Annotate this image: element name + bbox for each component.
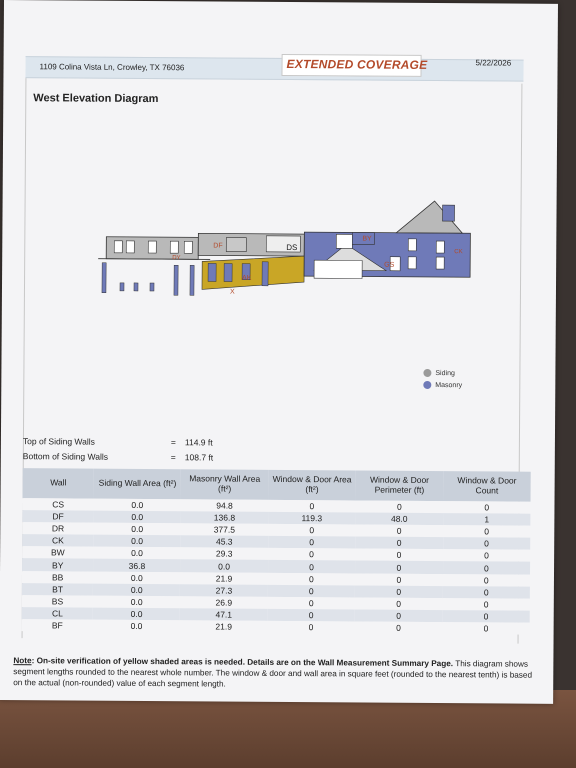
column-header: Window & Door Area (ft²)	[268, 470, 356, 501]
legend-label: Siding	[435, 369, 455, 377]
table-cell: 1	[443, 513, 530, 526]
table-cell: 0	[355, 609, 443, 622]
table-cell: DR	[22, 522, 93, 535]
table-cell: 119.3	[268, 512, 355, 525]
table-cell: 0	[355, 537, 443, 550]
table-cell: 0.0	[94, 499, 181, 512]
table-cell: 0.0	[180, 560, 267, 573]
table-cell: 0.0	[93, 571, 180, 584]
table-cell: BW	[22, 547, 93, 560]
table-cell: 0.0	[94, 535, 181, 548]
table-cell: 0	[355, 500, 443, 513]
label-ds: DS	[286, 242, 298, 253]
note-text: This diagram shows segment lengths rounded to the nearest whole number. The window & door and wall area in square feet (rounded to the nearest tenth) is based on the actual (non-rounded) value of each segment length.	[13, 659, 533, 689]
table-cell: 0	[267, 609, 354, 622]
measurement-equals: =	[170, 452, 176, 463]
table-cell: 0	[268, 500, 355, 513]
post	[134, 283, 138, 291]
table-cell: 0	[355, 561, 443, 574]
label-ak: AK	[242, 274, 252, 282]
table-cell: 0	[355, 573, 443, 586]
table-cell: 48.0	[355, 513, 443, 526]
table-cell: 0.0	[94, 523, 181, 536]
measurement-label: Bottom of Siding Walls	[22, 451, 109, 462]
table-cell: 47.1	[180, 608, 267, 621]
table-cell: 0	[355, 585, 443, 598]
table-cell: 0	[268, 585, 355, 598]
table-cell: BT	[22, 583, 93, 596]
table-cell: 21.9	[180, 572, 267, 585]
legend-masonry	[423, 381, 462, 389]
measurement-label: Top of Siding Walls	[22, 436, 95, 447]
column-header: Window & Door Perimeter (ft)	[356, 470, 444, 501]
table-cell: 0	[268, 536, 355, 549]
post	[102, 263, 106, 293]
table-header-row	[23, 468, 531, 502]
window	[184, 241, 192, 253]
table-cell: BY	[22, 559, 93, 572]
table-cell: 0	[442, 598, 529, 611]
measurement-value: 114.9 ft	[184, 437, 213, 448]
table-cell: 94.8	[181, 499, 268, 512]
note-label: Note	[13, 656, 32, 666]
footnote	[13, 655, 535, 692]
table-cell: DF	[22, 510, 93, 523]
table-cell: 0.0	[93, 595, 180, 608]
label-x: X	[229, 288, 235, 296]
table-cell: 0	[268, 548, 355, 561]
column-header: Window & Door Count	[443, 471, 531, 502]
table-cell: 0.0	[93, 607, 180, 620]
legend-siding	[423, 369, 455, 377]
table-cell: 0	[443, 549, 530, 562]
table-cell: 0	[355, 621, 443, 634]
table-cell: CK	[22, 534, 93, 547]
measurement-equals: =	[170, 437, 176, 448]
window	[126, 241, 134, 253]
table-cell: 0.0	[94, 511, 181, 524]
table-cell: 26.9	[180, 596, 267, 609]
table-cell: 0	[268, 524, 355, 537]
label-df: DF	[213, 242, 223, 250]
table-cell: 0	[268, 597, 355, 610]
table-cell: BB	[22, 571, 93, 584]
table-cell: BF	[22, 619, 93, 632]
table-cell: 0	[443, 562, 530, 575]
table-cell: 136.8	[181, 511, 268, 524]
elevation-diagram	[90, 189, 473, 312]
window	[148, 241, 156, 253]
post	[150, 283, 154, 291]
table-cell: 0	[443, 525, 530, 538]
post	[190, 265, 194, 295]
table-cell: 0	[443, 501, 530, 514]
label-ck: CK	[454, 249, 463, 256]
table-cell: BS	[22, 595, 93, 608]
table-row	[22, 619, 530, 635]
table-cell: 0	[443, 537, 530, 550]
column-header: Wall	[23, 468, 95, 498]
column-header: Masonry Wall Area (ft²)	[181, 469, 269, 500]
yellow-shaded-area	[202, 255, 304, 290]
masonry-swatch-icon	[423, 381, 431, 389]
table-cell: 21.9	[180, 620, 267, 633]
table-cell: 0	[267, 621, 354, 634]
table-cell: 0	[443, 574, 530, 587]
table-cell: 36.8	[93, 559, 180, 572]
table-cell: 0	[355, 525, 443, 538]
column-header: Siding Wall Area (ft²)	[94, 469, 181, 500]
table-cell: 0	[268, 560, 355, 573]
note-bold-text: : On-site verification of yellow shaded areas is needed. Details are on the Wall Measurement Summary Page.	[31, 656, 454, 669]
table-cell: 27.3	[180, 584, 267, 597]
property-address: 1109 Colina Vista Ln, Crowley, TX 76036	[39, 62, 185, 73]
table-cell: 0	[442, 610, 529, 623]
siding-swatch-icon	[423, 369, 431, 377]
table-cell: 0	[268, 572, 355, 585]
window	[114, 241, 122, 253]
table-cell: 0	[443, 586, 530, 599]
table-cell: CL	[22, 607, 93, 620]
table-cell: 29.3	[180, 548, 267, 561]
chimney	[442, 205, 454, 221]
legend-label: Masonry	[435, 381, 463, 389]
table-cell: 377.5	[181, 523, 268, 536]
table-cell: 45.3	[181, 536, 268, 549]
table-cell: 0	[355, 549, 443, 562]
table-cell: 0.0	[93, 583, 180, 596]
report-date: 5/22/2026	[475, 58, 512, 68]
post	[120, 283, 124, 291]
window	[170, 241, 178, 253]
label-gs: GS	[384, 261, 395, 269]
table-cell: 0.0	[93, 620, 180, 633]
label-dy: DY	[172, 255, 181, 262]
table-cell: 0	[355, 597, 443, 610]
page-title: West Elevation Diagram	[33, 92, 159, 106]
post	[174, 265, 178, 295]
measurement-value: 108.7 ft	[184, 452, 214, 463]
table-cell: 0.0	[93, 547, 180, 560]
wall-table	[22, 468, 531, 635]
table-cell: CS	[22, 498, 93, 511]
table-cell: 0	[442, 622, 529, 635]
coverage-label: EXTENDED COVERAGE	[286, 56, 428, 72]
label-by: BY	[362, 235, 372, 243]
